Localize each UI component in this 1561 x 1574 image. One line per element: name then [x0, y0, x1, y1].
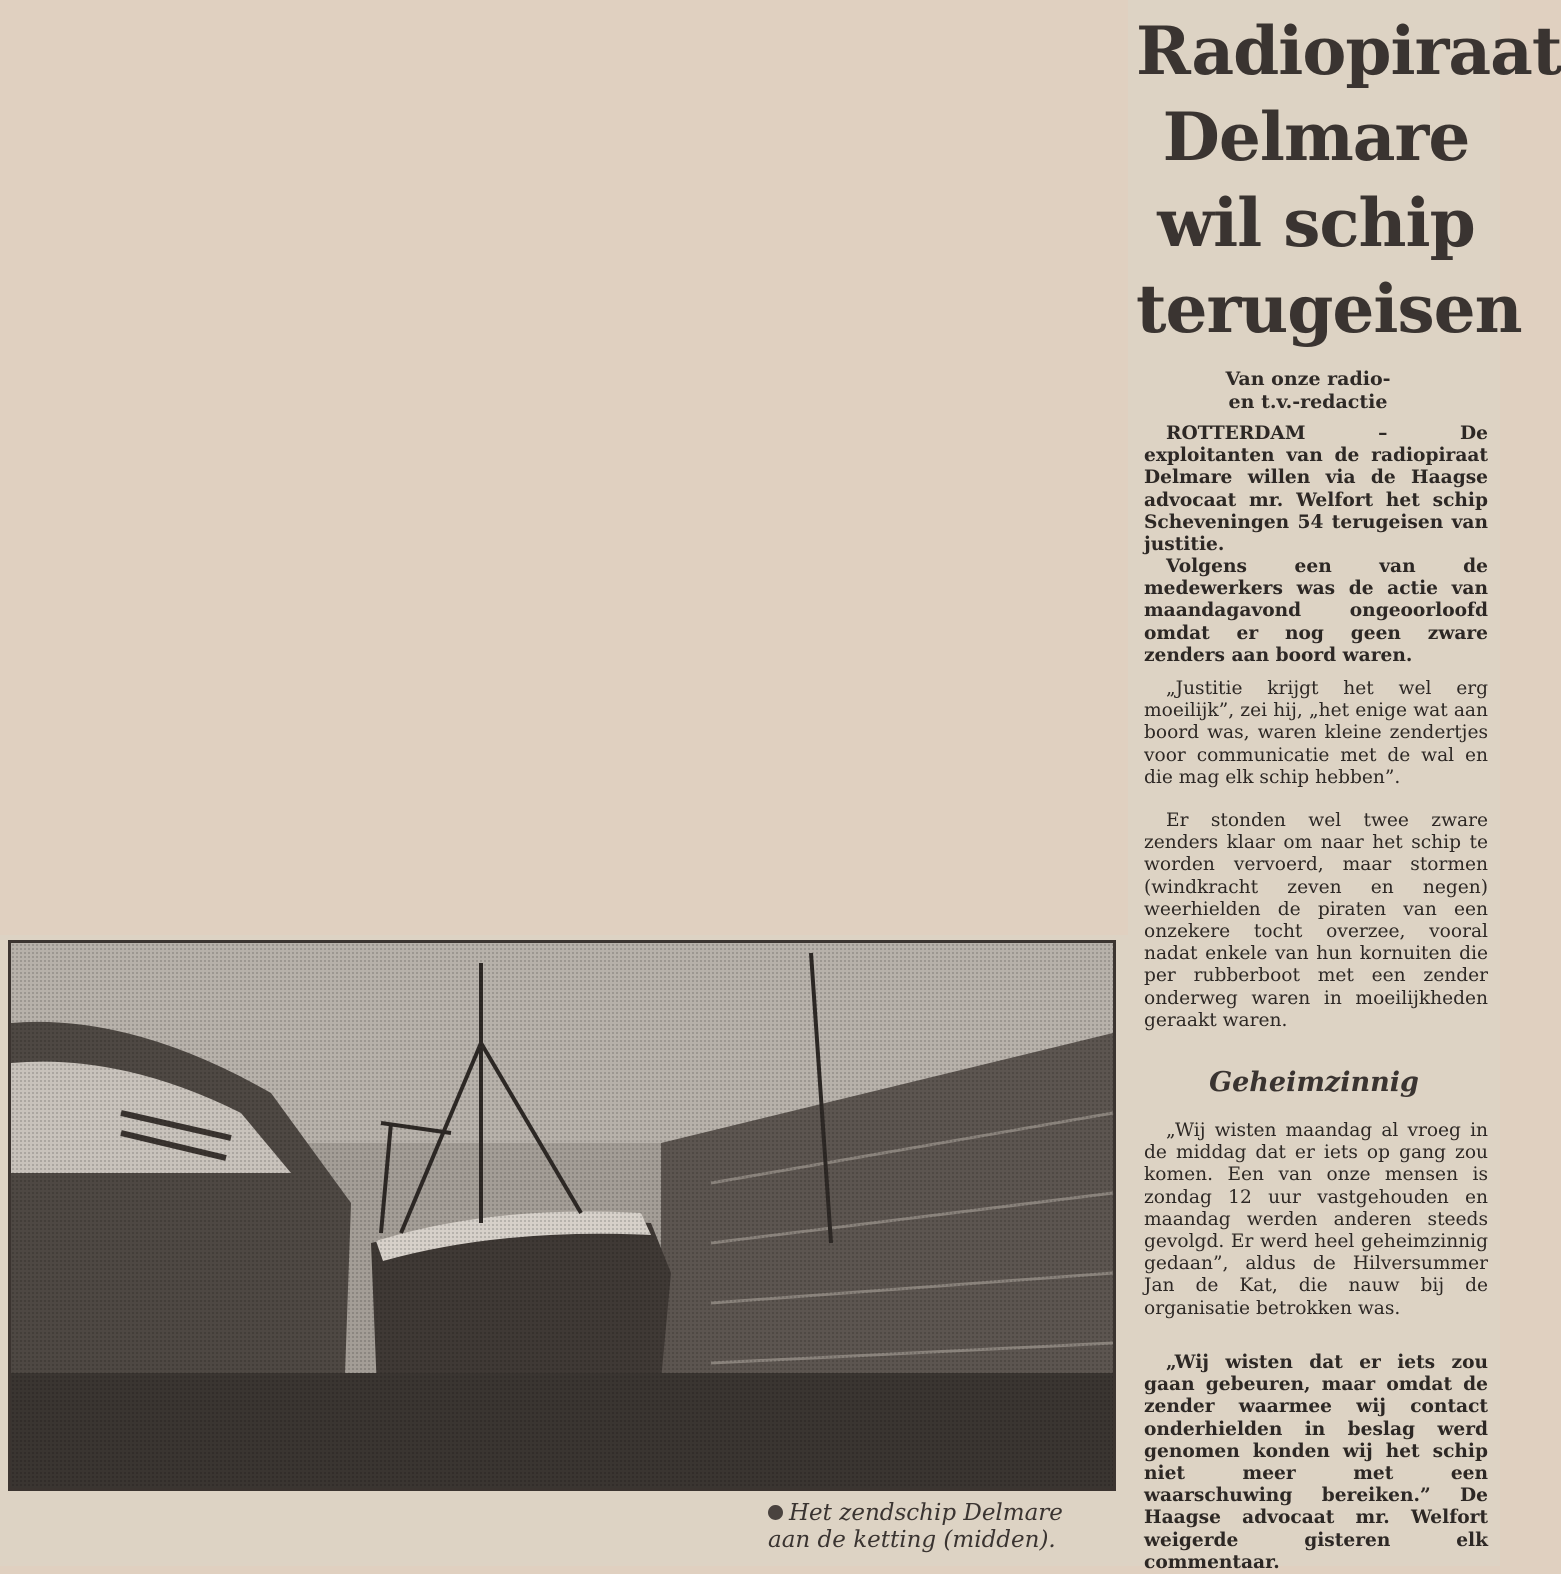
- byline-line-2: en t.v.-redactie: [1228, 391, 1388, 413]
- byline: [1150, 368, 1466, 414]
- ship-photo-image: [11, 943, 1113, 1488]
- dateline: ROTTERDAM –: [1166, 423, 1461, 444]
- paragraph-5: „Wij wisten maandag al vroeg in de middag dat er iets op gang zou komen. Een van onze mensen is zondag 12 uur vastgehouden en maandag werden anderen steeds gevolgd. Er werd heel geheimzinnig gedaan”, aldus de Hilversummer Jan de Kat, die nauw bij de organisatie betrokken was.: [1144, 1120, 1488, 1319]
- byline-line-1: Van onze radio-: [1225, 368, 1391, 390]
- subheading: Geheimzinnig: [1209, 1067, 1419, 1098]
- paragraph-4: Er stonden wel twee zware zenders klaar om naar het schip te worden vervoerd, maar stormen (windkracht zeven en negen) weerhielden de piraten van een onzekere tocht overzee, vooral nadat enkele van hun kornuiten die per rubberboot met een zender onderweg waren in moeilijkheden geraakt waren.: [1144, 810, 1488, 1031]
- paragraph-3: „Justitie krijgt het wel erg moeilijk”, zei hij, „het enige wat aan boord was, waren kleine zendertjes voor communicatie met de wal en die mag elk schip hebben”.: [1144, 678, 1488, 788]
- headline-line-3: wil schip: [1157, 184, 1475, 262]
- caption-line-2: aan de ketting (midden).: [768, 1527, 1056, 1553]
- headline-line-2: Delmare: [1162, 98, 1470, 176]
- caption-line-1: Het zendschip Delmare: [789, 1500, 1063, 1526]
- headline: [1136, 8, 1561, 352]
- paragraph-6: „Wij wisten dat er iets zou gaan gebeuren, maar omdat de zender waarmee wij contact onderhielden in beslag werd genomen konden wij het schip niet meer met een waarschuwing bereiken.” De Haagse advocaat mr. Welfort weigerde gisteren elk commentaar.: [1144, 1352, 1488, 1573]
- headline-line-1: Radiopiraat: [1136, 12, 1561, 90]
- paragraph-2: Volgens een van de medewerkers was de actie van maandagavond ongeoorloofd omdat er nog geen zware zenders aan boord waren.: [1144, 556, 1488, 666]
- photo-caption: [768, 1500, 1128, 1554]
- headline-line-4: terugeisen: [1136, 270, 1522, 348]
- paragraph-lead: [1144, 423, 1488, 556]
- bullet-icon: [768, 1505, 783, 1520]
- ship-photo: [8, 940, 1116, 1491]
- lead-text: De exploitanten van de radiopiraat Delmare willen via de Haagse advocaat mr. Welfort het schip Scheveningen 54 terugeisen van justitie.: [1144, 423, 1488, 556]
